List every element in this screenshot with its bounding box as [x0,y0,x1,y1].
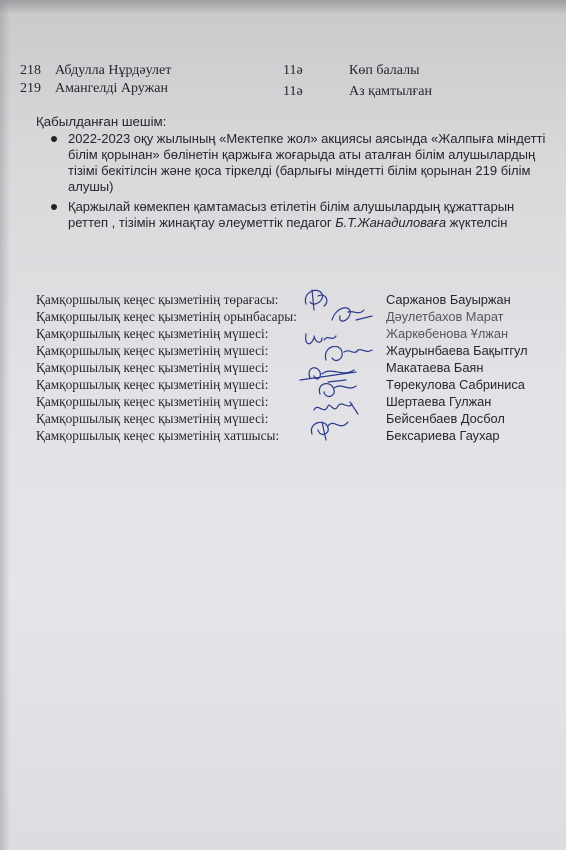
council-member-name: Макатаева Баян [386,360,484,375]
council-member-name: Жаурынбаева Бақытгул [386,343,528,358]
signature-mark [300,368,356,380]
council-role: Қамқоршылық кеңес қызметінің мүшесі: [36,343,269,358]
council-member-name: Шертаева Гулжан [386,394,492,409]
student-class: 11ә [283,84,303,99]
signature-mark [311,422,348,440]
page-top-shadow [0,0,566,14]
council-member-name: Бейсенбаев Досбол [386,411,505,426]
row-number: 219 [20,81,41,96]
student-status: Көп балалы [349,63,420,78]
council-role: Қамқоршылық кеңес қызметінің мүшесі: [36,394,269,409]
council-member-name: Бексариева Гаухар [386,428,500,443]
student-row [20,63,41,79]
handwritten-signatures [292,282,382,452]
signature-mark [314,402,358,414]
council-role: Қамқоршылық кеңес қызметінің төрағасы: [36,292,279,307]
bullet-icon [51,136,57,142]
council-role: Қамқоршылық кеңес қызметінің мүшесі: [36,377,269,392]
decision-text: 2022-2023 оқу жылының «Мектепке жол» акциясы аясында «Жалпыға міндетті білім қорынан» бөлінетін қаржыға жоғарыда аты аталған білім алушылардың тізімі бекітілсін және қоса тіркелді (барлығы міндетті білім қорынан 219 білім алушы) [68,131,546,194]
student-status: Аз қамтылған [349,84,432,99]
council-member-name: Жаркөбенова Ұлжан [386,326,509,341]
student-name: Амангелді Аружан [55,81,168,96]
decision-item [50,199,550,231]
signature-mark [305,290,327,310]
council-role: Қамқоршылық кеңес қызметінің мүшесі: [36,326,269,341]
council-role: Қамқоршылық кеңес қызметінің орынбасары: [36,309,297,324]
council-role: Қамқоршылық кеңес қызметінің мүшесі: [36,411,269,426]
signature-mark [319,380,356,396]
council-member-name: Төрекулова Сабриниса [386,377,525,392]
council-role: Қамқоршылық кеңес қызметінің мүшесі: [36,360,269,375]
council-member-name: Саржанов Бауыржан [386,292,511,307]
student-class: 11ә [283,63,303,78]
council-member-name: Дәулетбахов Марат [386,309,504,324]
signature-mark [306,334,336,344]
signature-mark [332,308,372,321]
council-role: Қамқоршылық кеңес қызметінің хатшысы: [36,428,280,443]
responsible-person: Б.Т.Жанадиловаға [335,215,447,230]
page-left-shadow [0,0,10,850]
decision-list [50,131,550,235]
decision-text: Қаржылай көмекпен қамтамасыз етілетін білім алушылардың құжаттарын реттеп , тізімін жинақтау әлеуметтік педагог [68,199,515,230]
row-number: 218 [20,63,41,78]
decision-heading: Қабылданған шешім: [36,114,167,129]
bullet-icon [51,204,57,210]
decision-item [50,131,550,195]
decision-text-end: жүктелсін [446,215,508,230]
student-name: Абдулла Нұрдәулет [55,63,172,78]
signature-mark [325,346,372,360]
student-row [20,81,41,97]
